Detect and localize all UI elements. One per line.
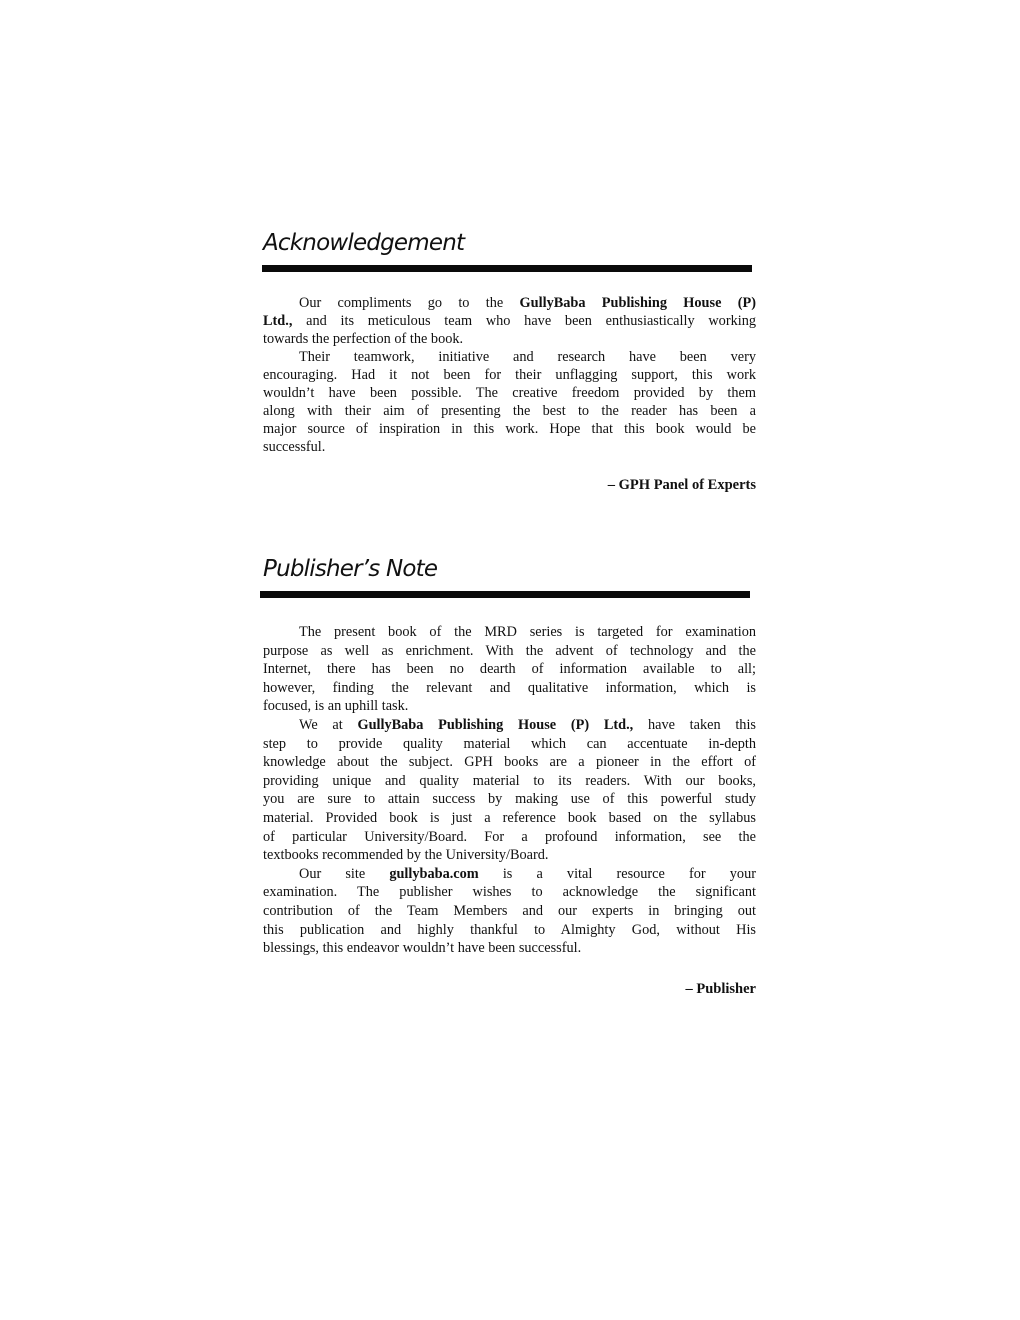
acknowledgement-heading: Acknowledgement <box>263 230 465 256</box>
text-line <box>263 921 756 940</box>
text-run: of particular University/Board. For a profound information, see the <box>263 828 756 845</box>
text-run: this publication and highly thankful to Almighty God, without His <box>263 921 756 938</box>
text-line <box>263 660 756 679</box>
bold-text: GullyBaba Publishing House (P) Ltd., <box>357 716 634 733</box>
text-line <box>263 366 756 384</box>
text-run: purpose as well as enrichment. With the advent of technology and the <box>263 642 756 659</box>
text-run: and its meticulous team who have been enthusiastically working <box>292 313 756 329</box>
text-run: towards the perfection of the book. <box>263 331 464 347</box>
text-line <box>263 402 756 420</box>
publishers-note-body <box>263 623 756 958</box>
text-line <box>263 865 756 884</box>
text-run: successful. <box>263 439 326 455</box>
text-run: The present book of the MRD series is targeted for examination <box>299 624 756 640</box>
text-run: however, finding the relevant and qualitative information, which is <box>263 679 756 696</box>
text-run: textbooks recommended by the University/Board. <box>263 847 549 864</box>
text-line <box>263 846 756 865</box>
text-line <box>263 348 756 366</box>
acknowledgement-signature: – GPH Panel of Experts <box>607 477 756 493</box>
bold-text: gullybaba.com <box>389 865 479 882</box>
text-line <box>263 623 756 642</box>
text-run: major source of inspiration in this work. Hope that this book would be <box>263 421 756 437</box>
text-line <box>263 679 756 698</box>
text-line <box>263 697 756 716</box>
text-line <box>263 828 756 847</box>
text-run: examination. The publisher wishes to acknowledge the significant <box>263 884 756 901</box>
text-run: along with their aim of presenting the best to the reader has been a <box>263 403 756 419</box>
publishers-note-heading: Publisher’s Note <box>263 556 438 582</box>
text-run: We at <box>299 716 358 733</box>
text-run: knowledge about the subject. GPH books are a pioneer in the effort of <box>263 754 756 771</box>
publishers-note-signature: – Publisher <box>685 981 756 997</box>
text-line <box>263 753 756 772</box>
text-line <box>263 902 756 921</box>
text-run: Internet, there has been no dearth of information available to all; <box>263 661 756 678</box>
text-run: have taken this <box>633 716 756 733</box>
text-line <box>263 790 756 809</box>
text-line <box>263 772 756 791</box>
text-run: material. Provided book is just a reference book based on the syllabus <box>263 809 756 826</box>
bold-text: Ltd., <box>263 313 293 329</box>
text-run: you are sure to attain success by making use of this powerful study <box>263 791 756 808</box>
text-line <box>263 384 756 402</box>
heading-rule <box>260 591 750 598</box>
text-run: step to provide quality material which can accentuate in-depth <box>263 735 756 752</box>
text-run: wouldn’t have been possible. The creative freedom provided by them <box>263 385 756 401</box>
acknowledgement-body <box>263 294 756 456</box>
text-run: blessings, this endeavor wouldn’t have been successful. <box>263 940 582 957</box>
text-line <box>263 438 756 456</box>
heading-rule <box>262 265 752 272</box>
text-run: Their teamwork, initiative and research have been very <box>299 349 756 365</box>
text-run: providing unique and quality material to its readers. With our books, <box>263 772 756 789</box>
text-run: contribution of the Team Members and our experts in bringing out <box>263 902 756 919</box>
text-run: Our compliments go to the <box>299 295 520 311</box>
text-run: is a vital resource for your <box>478 865 756 882</box>
text-line <box>263 809 756 828</box>
text-line <box>263 330 756 348</box>
text-line <box>263 312 756 330</box>
text-line <box>263 716 756 735</box>
text-line <box>263 939 756 958</box>
text-line <box>263 420 756 438</box>
text-line <box>263 294 756 312</box>
text-run: Our site <box>299 865 390 882</box>
text-run: encouraging. Had it not been for their unflagging support, this work <box>263 367 756 383</box>
text-run: focused, is an uphill task. <box>263 698 409 715</box>
text-line <box>263 735 756 754</box>
bold-text: GullyBaba Publishing House (P) <box>519 295 756 311</box>
text-line <box>263 642 756 661</box>
text-line <box>263 883 756 902</box>
